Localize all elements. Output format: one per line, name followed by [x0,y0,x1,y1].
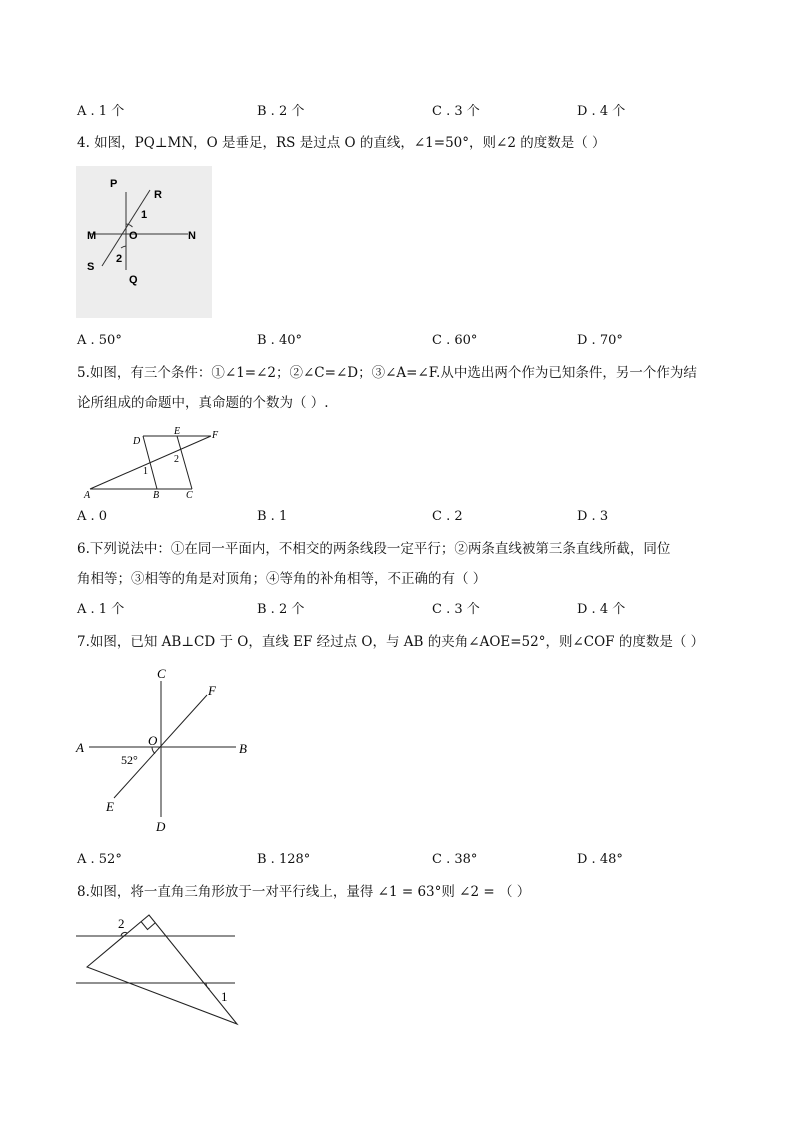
q6-option-b: B . 2 个 [257,602,305,617]
q5-option-d: D . 3 [577,509,609,524]
q3-option-d: D . 4 个 [577,104,626,119]
q4-label-n: N [188,230,196,242]
q5-label-a: A [84,490,91,501]
q4-label-r: R [154,189,162,201]
q3-option-b: B . 2 个 [257,104,305,119]
q5-segment-db [143,436,157,489]
q5-option-b: B . 1 [257,509,288,524]
q4-option-a: A . 50° [77,333,122,348]
q6-option-a: A . 1 个 [77,602,125,617]
q5-figure [80,424,230,502]
q7-label-b: B [239,741,247,756]
q5-question-line2: 论所组成的命题中，真命题的个数为（ ）. [77,395,329,411]
q6-question-line1: 6.下列说法中：①在同一平面内，不相交的两条线段一定平行；②两条直线被第三条直线所截，同位 [77,541,671,557]
q8-right-triangle [87,915,237,1024]
q3-option-c: C . 3 个 [432,104,480,119]
q4-label-s: S [87,261,95,273]
q8-label-1: 1 [221,989,228,1004]
q4-label-q: Q [129,274,138,286]
q7-option-b: B . 128° [257,852,311,867]
q5-label-d: D [133,436,141,447]
q4-question-text: 4. 如图，PQ⊥MN，O 是垂足，RS 是过点 O 的直线，∠1=50°，则∠2 的度数是（ ） [77,135,606,151]
q5-label-f: F [212,430,219,441]
q7-option-d: D . 48° [577,852,623,867]
q7-label-f: F [208,683,216,698]
q4-label-m: M [87,230,97,242]
q8-angle1-arc [206,983,210,989]
q4-label-2: 2 [116,253,123,265]
q4-label-o: O [129,230,138,242]
q4-figure-background [76,166,212,318]
q5-label-c: C [186,490,193,501]
q8-question-text: 8.如图，将一直角三角形放于一对平行线上，量得 ∠1 = 63°则 ∠2 = （ ） [77,884,531,900]
q7-option-c: C . 38° [432,852,478,867]
q4-label-1: 1 [141,209,148,221]
q7-label-angle: 52° [121,753,138,767]
q5-option-c: C . 2 [432,509,463,524]
q4-figure [76,166,212,318]
q5-label-2: 2 [174,454,179,465]
q6-option-c: C . 3 个 [432,602,480,617]
q8-label-2: 2 [118,916,125,931]
q3-option-a: A . 1 个 [77,104,125,119]
q4-option-b: B . 40° [257,333,302,348]
q7-option-a: A . 52° [77,852,122,867]
q8-figure [72,910,247,1032]
q5-label-1: 1 [143,466,148,477]
q5-segment-ec [177,436,192,489]
q5-label-e: E [174,426,181,437]
q7-label-e: E [106,799,114,814]
q7-label-o: O [148,733,158,748]
q4-label-p: P [110,178,118,190]
q6-option-d: D . 4 个 [577,602,626,617]
q4-option-d: D . 70° [577,333,623,348]
q4-option-c: C . 60° [432,333,478,348]
q7-label-d: D [156,819,166,834]
q5-label-b: B [153,490,160,501]
q7-label-a: A [76,740,84,755]
q7-question-text: 7.如图，已知 AB⊥CD 于 O，直线 EF 经过点 O，与 AB 的夹角∠AOE=52°，则∠COF 的度数是（ ） [77,634,705,650]
q5-option-a: A . 0 [77,509,108,524]
q6-question-line2: 角相等；③相等的角是对顶角；④等角的补角相等，不正确的有（ ） [77,571,487,587]
q7-label-c: C [157,666,166,681]
q5-question-line1: 5.如图，有三个条件：①∠1=∠2；②∠C=∠D；③∠A=∠F.从中选出两个作为已知条件，另一个作为结 [77,365,697,381]
q7-figure [72,664,262,836]
q8-right-angle-mark [141,922,155,930]
